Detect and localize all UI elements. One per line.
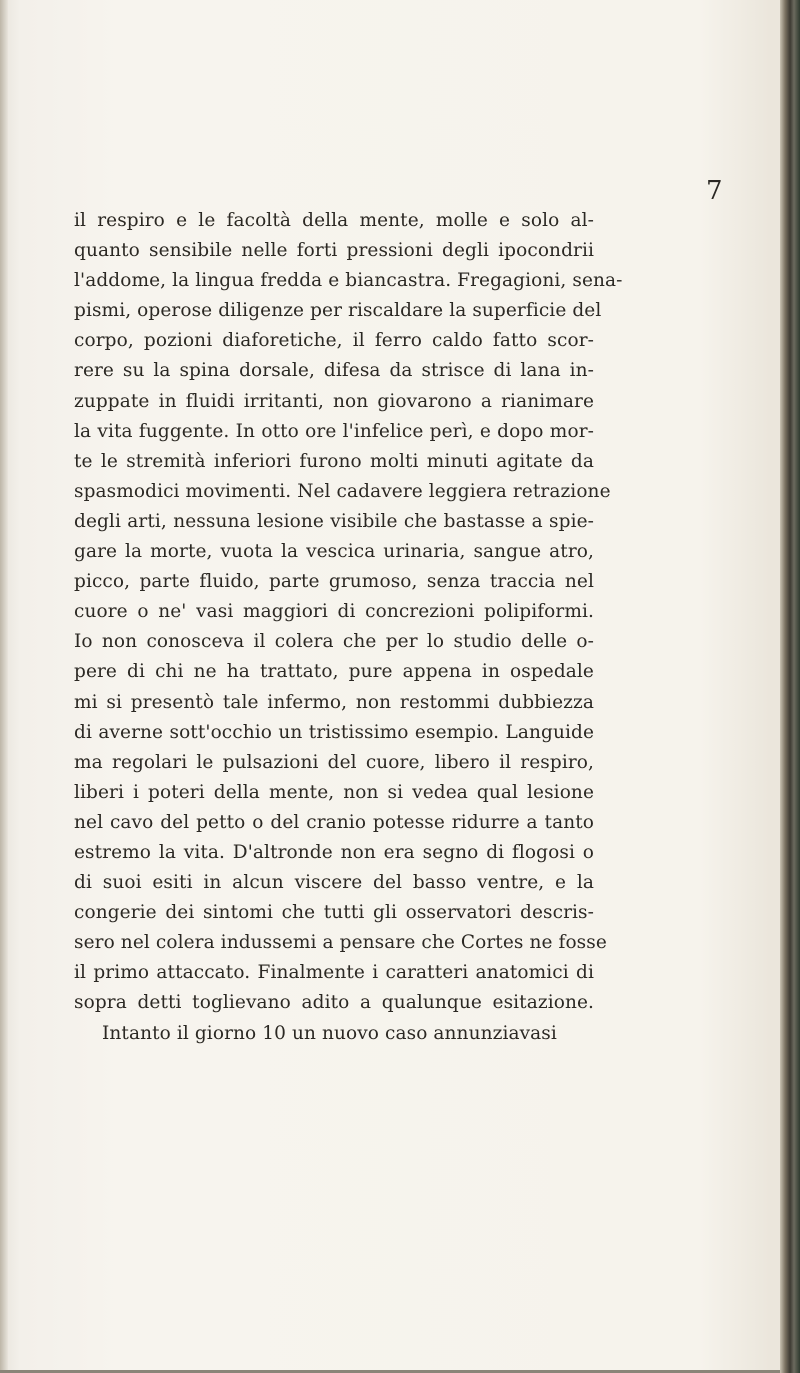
- text-line: Io non conosceva il colera che per lo studio delle o-: [74, 631, 594, 653]
- text-line: sero nel colera indussemi a pensare che Cortes ne fosse: [74, 932, 607, 954]
- text-line: il respiro e le facoltà della mente, molle e solo al-: [74, 210, 594, 231]
- text-line: estremo la vita. D'altronde non era segno di flogosi o: [74, 841, 594, 863]
- text-line: Intanto il giorno 10 un nuovo caso annunziavasi: [102, 1022, 557, 1044]
- text-line: congerie dei sintomi che tutti gli osservatori descris-: [74, 902, 594, 924]
- page-edge-binding: [780, 0, 800, 1373]
- text-line: pismi, operose diligenze per riscaldare la superficie del: [74, 300, 602, 322]
- page-gutter-shadow: [0, 0, 8, 1373]
- text-line: zuppate in fluidi irritanti, non giovarono a rianimare: [74, 390, 594, 412]
- text-line: nel cavo del petto o del cranio potesse ridurre a tanto: [74, 811, 594, 833]
- text-line: di averne sott'occhio un tristissimo esempio. Languide: [74, 721, 594, 743]
- text-line: di suoi esiti in alcun viscere del basso ventre, e la: [74, 872, 594, 894]
- text-line: il primo attaccato. Finalmente i caratteri anatomici di: [74, 962, 594, 984]
- text-line: cuore o ne' vasi maggiori di concrezioni polipiformi.: [74, 601, 594, 623]
- text-line: corpo, pozioni diaforetiche, il ferro caldo fatto scor-: [74, 330, 594, 352]
- text-line: picco, parte fluido, parte grumoso, senza traccia nel: [74, 571, 594, 593]
- body-text: [74, 206, 623, 1049]
- text-line: sopra detti toglievano adito a qualunque esitazione.: [74, 992, 594, 1014]
- text-line: mi si presentò tale infermo, non restommi dubbiezza: [74, 691, 594, 713]
- text-line: ma regolari le pulsazioni del cuore, libero il respiro,: [74, 751, 594, 773]
- text-line: gare la morte, vuota la vescica urinaria, sangue atro,: [74, 541, 594, 563]
- text-line: rere su la spina dorsale, difesa da strisce di lana in-: [74, 360, 594, 382]
- text-line: te le stremità inferiori furono molti minuti agitate da: [74, 450, 594, 472]
- text-line: degli arti, nessuna lesione visibile che bastasse a spie-: [74, 510, 594, 532]
- text-line: spasmodici movimenti. Nel cadavere leggiera retrazione: [74, 480, 611, 502]
- text-line: la vita fuggente. In otto ore l'infelice perì, e dopo mor-: [74, 420, 594, 442]
- text-line: l'addome, la lingua fredda e biancastra. Fregagioni, sena-: [74, 270, 623, 292]
- text-line: pere di chi ne ha trattato, pure appena in ospedale: [74, 661, 594, 683]
- page-number: 7: [706, 176, 723, 206]
- text-line: liberi i poteri della mente, non si vedea qual lesione: [74, 781, 594, 803]
- text-line: quanto sensibile nelle forti pressioni degli ipocondrii: [74, 240, 594, 262]
